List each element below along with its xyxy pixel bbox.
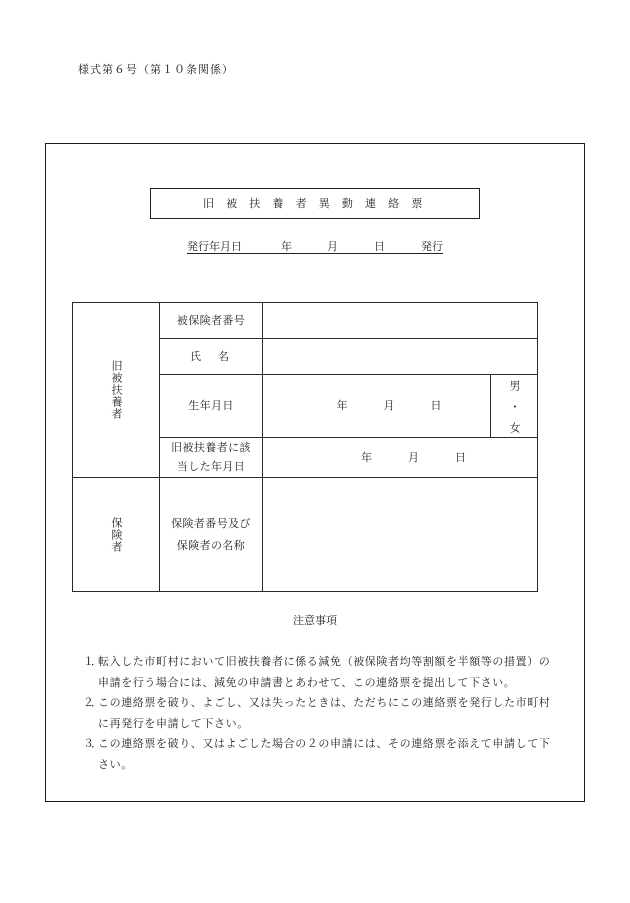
note-line: 転入した市町村において旧被扶養者に係る減免（被保険者均等割額を半額等の措置）の <box>98 656 551 668</box>
insurer-value <box>263 478 538 592</box>
birth-month-label: 月 <box>383 400 395 412</box>
form-title: 旧 被 扶 養 者 異 動 連 絡 票 <box>202 197 428 210</box>
insurer-label-line-2: 保険者の名称 <box>176 539 246 552</box>
note-line: に再発行を申請して下さい。 <box>98 717 249 730</box>
note-line: 申請を行う場合には、減免の申請書とあわせて、この連絡票を提出して下さい。 <box>98 676 516 689</box>
note-number: １． <box>83 656 99 668</box>
note-item <box>83 693 550 734</box>
issue-day-label: 日 <box>374 241 385 253</box>
birth-year-label: 年 <box>336 400 348 412</box>
notes-heading: 注意事項 <box>293 615 337 627</box>
note-text <box>98 734 550 775</box>
qualified-month-label: 月 <box>408 451 419 464</box>
name-label: 氏 名 <box>160 339 263 375</box>
note-text <box>98 652 550 693</box>
note-number: ３． <box>83 738 99 751</box>
note-number: ２． <box>83 697 99 710</box>
issue-month-label: 月 <box>327 241 338 253</box>
note-item <box>83 652 550 693</box>
issue-date-label: 発行年月日 <box>187 241 242 253</box>
birth-day-label: 日 <box>430 400 442 412</box>
note-item <box>83 734 550 775</box>
title-box <box>150 188 480 219</box>
section-former-dependent <box>73 303 160 478</box>
qualified-date-value <box>263 438 538 478</box>
note-line: さい。 <box>98 758 133 771</box>
issue-year-label: 年 <box>281 241 292 253</box>
qualified-date-label-line-1: 旧被扶養者に該 <box>171 441 251 454</box>
section-insurer <box>73 478 160 592</box>
birth-date-value <box>263 375 491 438</box>
dependent-change-table <box>72 302 538 592</box>
name-value <box>263 339 538 375</box>
insured-number-label: 被保険者番号 <box>160 303 263 339</box>
section-insurer-label: 保険者 <box>110 516 122 553</box>
qualified-date-label-line-2: 当した年月日 <box>176 460 246 473</box>
note-line: この連絡票を破り、又はよごした場合の２の申請には、その連絡票を添えて申請して下 <box>98 738 551 751</box>
insurer-label-line-1: 保険者番号及び <box>171 517 251 530</box>
issue-date-line <box>187 239 443 254</box>
section-former-dependent-label: 旧被扶養者 <box>110 360 122 420</box>
note-line: この連絡票を破り、よごし、又は失ったときは、ただちにこの連絡票を発行した市町村 <box>98 697 551 710</box>
form-number: 様式第６号（第１０条関係） <box>78 64 234 76</box>
notes-list <box>83 652 550 776</box>
qualified-year-label: 年 <box>361 451 372 464</box>
insurer-label <box>160 478 263 592</box>
gender-cell <box>491 375 538 443</box>
qualified-date-label <box>160 438 263 478</box>
birth-date-label: 生年月日 <box>160 375 263 438</box>
gender-options: 男・女 <box>508 379 520 443</box>
row-insurer <box>73 478 538 592</box>
insured-number-value <box>263 303 538 339</box>
issue-suffix-label: 発行 <box>421 241 443 253</box>
row-insured-number <box>73 303 538 339</box>
note-text <box>98 693 550 734</box>
qualified-day-label: 日 <box>455 451 466 464</box>
